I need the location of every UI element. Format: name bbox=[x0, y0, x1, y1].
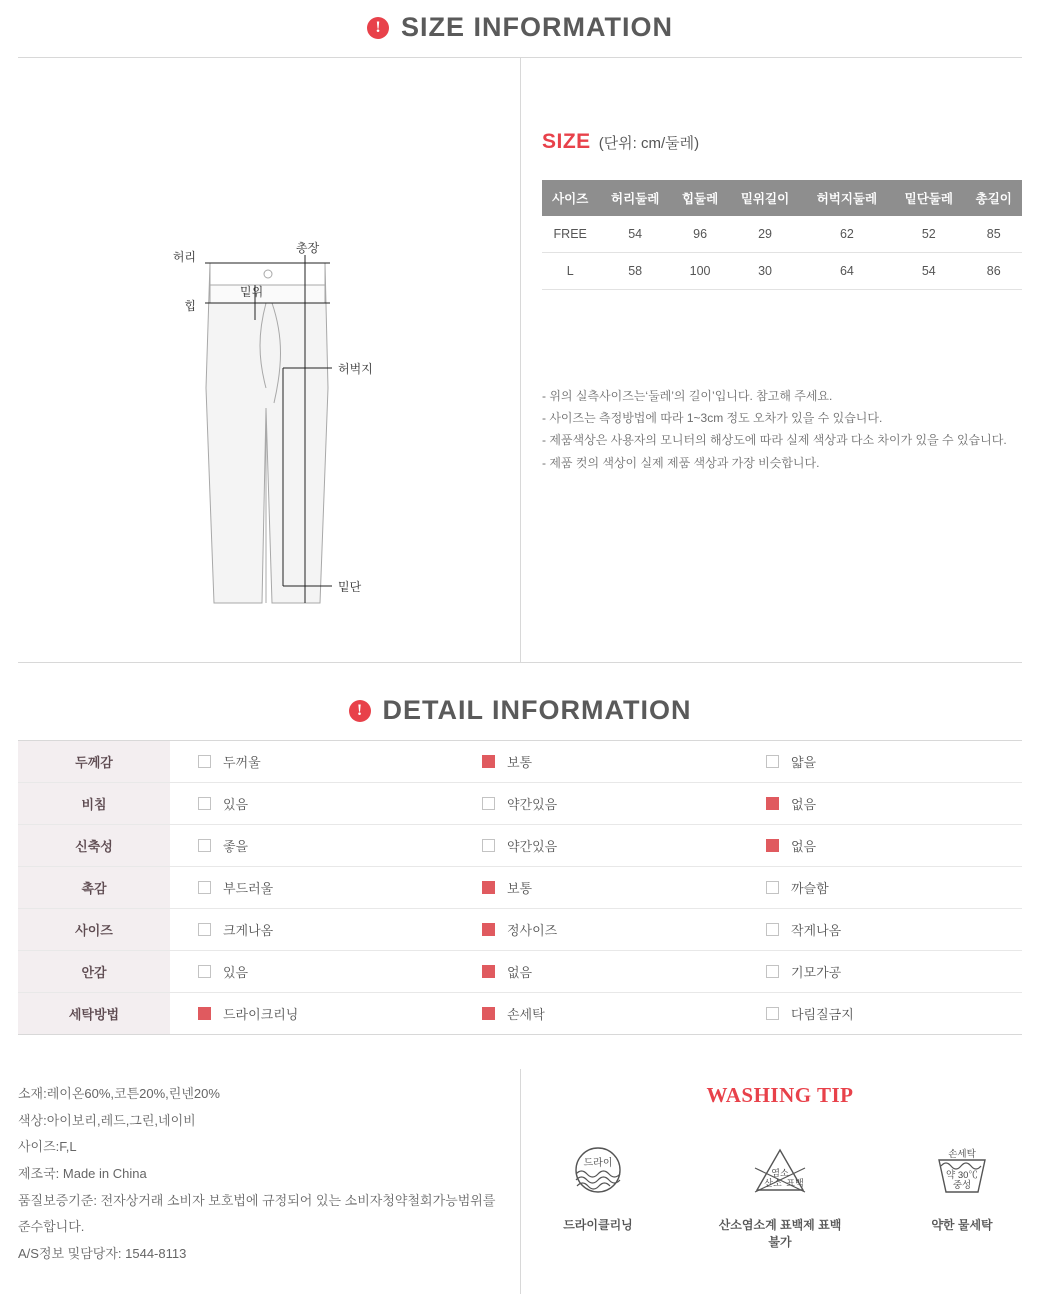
detail-option-cell bbox=[170, 825, 454, 867]
checkbox-unchecked[interactable] bbox=[482, 797, 495, 810]
detail-option-label: 좋을 bbox=[223, 839, 249, 854]
size-cell: 85 bbox=[965, 216, 1022, 253]
detail-option-label: 없음 bbox=[507, 965, 533, 980]
detail-option-label: 없음 bbox=[791, 839, 817, 854]
list-item bbox=[897, 1142, 1027, 1251]
checkbox-unchecked[interactable] bbox=[198, 797, 211, 810]
size-notes bbox=[542, 385, 1022, 474]
detail-information-header bbox=[0, 683, 1040, 740]
checkbox-unchecked[interactable] bbox=[198, 881, 211, 894]
product-info-line: 제조국: Made in China bbox=[18, 1165, 147, 1181]
checkbox-unchecked[interactable] bbox=[198, 965, 211, 978]
size-cell: 54 bbox=[598, 216, 671, 253]
washing-icon-list bbox=[520, 1142, 1040, 1251]
checkbox-unchecked[interactable] bbox=[766, 923, 779, 936]
product-info-text bbox=[0, 1061, 520, 1311]
size-section bbox=[0, 58, 1040, 662]
hand-wash-30-icon bbox=[897, 1142, 1027, 1204]
size-diagram-panel bbox=[0, 58, 500, 662]
size-table-header-row bbox=[542, 180, 1022, 216]
checkbox-checked[interactable] bbox=[482, 881, 495, 894]
checkbox-unchecked[interactable] bbox=[482, 839, 495, 852]
svg-text:총장: 총장 bbox=[296, 241, 320, 255]
size-cell: 29 bbox=[728, 216, 801, 253]
detail-option-label: 있음 bbox=[223, 797, 249, 812]
table-row bbox=[18, 993, 1022, 1035]
size-cell: 62 bbox=[802, 216, 892, 253]
size-title-row bbox=[542, 130, 1022, 154]
washing-icon-label: 약한 물세탁 bbox=[931, 1218, 993, 1232]
svg-text:약 30℃: 약 30℃ bbox=[946, 1170, 978, 1181]
svg-text:중성: 중성 bbox=[952, 1180, 972, 1191]
detail-option-label: 있음 bbox=[223, 965, 249, 980]
checkbox-checked[interactable] bbox=[482, 1007, 495, 1020]
size-col-header: 힙둘레 bbox=[672, 180, 728, 216]
detail-option-cell bbox=[738, 867, 1022, 909]
size-col-header: 허벅지둘레 bbox=[802, 180, 892, 216]
list-item bbox=[533, 1142, 663, 1251]
product-info-line: A/S정보 및담당자: 1544-8113 bbox=[18, 1245, 187, 1261]
detail-option-cell bbox=[454, 909, 738, 951]
size-cell: FREE bbox=[542, 216, 598, 253]
detail-option-label: 얇을 bbox=[791, 755, 817, 770]
size-col-header: 밑단둘레 bbox=[892, 180, 965, 216]
product-info-line: 색상:아이보리,레드,그린,네이비 bbox=[18, 1112, 196, 1128]
bottom-info-section bbox=[0, 1061, 1040, 1311]
detail-row-label: 비침 bbox=[18, 783, 170, 825]
size-note: - 제품 컷의 색상이 실제 제품 색상과 가장 비슷합니다. bbox=[542, 455, 820, 470]
detail-option-label: 없음 bbox=[791, 797, 817, 812]
checkbox-unchecked[interactable] bbox=[198, 923, 211, 936]
detail-option-label: 보통 bbox=[507, 881, 533, 896]
detail-option-cell bbox=[454, 741, 738, 783]
size-cell: 52 bbox=[892, 216, 965, 253]
detail-option-label: 손세탁 bbox=[507, 1007, 545, 1022]
checkbox-checked[interactable] bbox=[482, 965, 495, 978]
table-row bbox=[18, 867, 1022, 909]
size-table-panel bbox=[500, 58, 1040, 662]
detail-row-label: 두께감 bbox=[18, 741, 170, 783]
exclamation-icon: ! bbox=[367, 17, 389, 39]
checkbox-unchecked[interactable] bbox=[766, 1007, 779, 1020]
svg-text:산소: 산소 bbox=[764, 1178, 782, 1188]
size-section-vertical-divider bbox=[520, 58, 521, 662]
size-cell: L bbox=[542, 253, 598, 290]
detail-option-cell bbox=[454, 783, 738, 825]
size-cell: 96 bbox=[672, 216, 728, 253]
detail-option-label: 보통 bbox=[507, 755, 533, 770]
svg-text:허벅지: 허벅지 bbox=[338, 362, 373, 376]
list-item bbox=[715, 1142, 845, 1251]
detail-row-label: 사이즈 bbox=[18, 909, 170, 951]
no-bleach-icon bbox=[715, 1142, 845, 1204]
product-info-line: 사이즈:F,L bbox=[18, 1139, 77, 1155]
table-row bbox=[18, 825, 1022, 867]
detail-option-cell bbox=[170, 951, 454, 993]
svg-text:표백: 표백 bbox=[786, 1178, 804, 1188]
washing-icon-label: 드라이클리닝 bbox=[563, 1218, 633, 1232]
detail-option-label: 작게나옴 bbox=[791, 923, 842, 938]
size-note: - 제품색상은 사용자의 모니터의 해상도에 따라 실제 색상과 다소 차이가 있을 수 있습니다. bbox=[542, 433, 1007, 448]
detail-row-label: 안감 bbox=[18, 951, 170, 993]
table-row bbox=[18, 783, 1022, 825]
exclamation-icon: ! bbox=[349, 700, 371, 722]
checkbox-unchecked[interactable] bbox=[766, 881, 779, 894]
detail-option-cell bbox=[170, 741, 454, 783]
checkbox-checked[interactable] bbox=[482, 755, 495, 768]
svg-text:손세탁: 손세탁 bbox=[948, 1149, 976, 1160]
size-information-title: SIZE INFORMATION bbox=[401, 12, 673, 42]
checkbox-checked[interactable] bbox=[766, 839, 779, 852]
svg-text:염소: 염소 bbox=[771, 1168, 789, 1178]
svg-text:힙: 힙 bbox=[184, 299, 196, 313]
size-col-header: 허리둘레 bbox=[598, 180, 671, 216]
detail-option-label: 기모가공 bbox=[791, 965, 842, 980]
detail-option-cell bbox=[454, 825, 738, 867]
bottom-vertical-divider bbox=[520, 1069, 521, 1294]
table-row bbox=[542, 216, 1022, 253]
product-info-line: 품질보증기준: 전자상거래 소비자 보호법에 규정되어 있는 소비자청약철회가능범위를 준수합니다. bbox=[18, 1192, 496, 1235]
table-row bbox=[18, 951, 1022, 993]
checkbox-checked[interactable] bbox=[766, 797, 779, 810]
detail-information-title: DETAIL INFORMATION bbox=[382, 695, 692, 725]
size-col-header: 총길이 bbox=[965, 180, 1022, 216]
washing-icon-label-text: 산소염소계 표백제 표백 불가 bbox=[718, 1218, 842, 1249]
washing-tip-title: WASHING TIP bbox=[706, 1083, 854, 1107]
detail-option-label: 크게나옴 bbox=[223, 923, 274, 938]
detail-option-cell bbox=[738, 783, 1022, 825]
washing-icon-label bbox=[715, 1217, 845, 1251]
detail-option-cell bbox=[170, 993, 454, 1035]
table-row bbox=[18, 741, 1022, 783]
svg-text:밑단: 밑단 bbox=[338, 580, 362, 594]
checkbox-unchecked[interactable] bbox=[198, 755, 211, 768]
detail-option-label: 정사이즈 bbox=[507, 923, 558, 938]
size-cell: 86 bbox=[965, 253, 1022, 290]
svg-text:허리: 허리 bbox=[172, 250, 196, 264]
size-col-header: 사이즈 bbox=[542, 180, 598, 216]
detail-option-cell bbox=[454, 867, 738, 909]
detail-option-label: 드라이크리닝 bbox=[223, 1007, 299, 1022]
size-cell: 58 bbox=[598, 253, 671, 290]
detail-option-cell bbox=[170, 867, 454, 909]
size-col-header: 밑위길이 bbox=[728, 180, 801, 216]
checkbox-checked[interactable] bbox=[482, 923, 495, 936]
dry-clean-icon bbox=[533, 1142, 663, 1204]
detail-option-label: 까슬함 bbox=[791, 881, 829, 896]
detail-option-cell bbox=[738, 741, 1022, 783]
detail-option-label: 두꺼울 bbox=[223, 755, 261, 770]
size-note: - 위의 실측사이즈는‘둘레’의 길이’입니다. 참고해 주세요. bbox=[542, 389, 833, 403]
checkbox-checked[interactable] bbox=[198, 1007, 211, 1020]
detail-option-cell bbox=[738, 951, 1022, 993]
detail-option-cell bbox=[738, 909, 1022, 951]
checkbox-unchecked[interactable] bbox=[766, 755, 779, 768]
detail-option-cell bbox=[738, 825, 1022, 867]
detail-attributes-table bbox=[18, 740, 1022, 1035]
detail-option-cell bbox=[454, 951, 738, 993]
product-info-line: 소재:레이온60%,코튼20%,린넨20% bbox=[18, 1086, 220, 1101]
detail-option-cell bbox=[170, 909, 454, 951]
size-cell: 30 bbox=[728, 253, 801, 290]
size-measurement-table bbox=[542, 180, 1022, 290]
pants-measurement-diagram bbox=[0, 58, 520, 662]
detail-option-label: 다림질금지 bbox=[791, 1007, 854, 1022]
size-label: SIZE bbox=[542, 130, 591, 153]
checkbox-unchecked[interactable] bbox=[198, 839, 211, 852]
detail-option-label: 부드러울 bbox=[223, 881, 274, 896]
table-row bbox=[18, 909, 1022, 951]
detail-option-label: 약간있음 bbox=[507, 839, 558, 854]
detail-section bbox=[0, 663, 1040, 1035]
size-cell: 64 bbox=[802, 253, 892, 290]
detail-option-cell bbox=[738, 993, 1022, 1035]
checkbox-unchecked[interactable] bbox=[766, 965, 779, 978]
size-note: - 사이즈는 측정방법에 따라 1~3cm 정도 오차가 있을 수 있습니다. bbox=[542, 411, 883, 426]
detail-option-label: 약간있음 bbox=[507, 797, 558, 812]
detail-row-label: 촉감 bbox=[18, 867, 170, 909]
size-cell: 54 bbox=[892, 253, 965, 290]
svg-text:드라이: 드라이 bbox=[583, 1158, 613, 1169]
size-information-header bbox=[0, 0, 1040, 57]
washing-tip-panel bbox=[520, 1061, 1040, 1311]
detail-row-label: 세탁방법 bbox=[18, 993, 170, 1035]
detail-option-cell bbox=[170, 783, 454, 825]
detail-row-label: 신축성 bbox=[18, 825, 170, 867]
size-unit-label: (단위: cm/둘레) bbox=[598, 135, 700, 152]
svg-text:밑위: 밑위 bbox=[240, 285, 264, 299]
table-row bbox=[542, 253, 1022, 290]
detail-option-cell bbox=[454, 993, 738, 1035]
size-cell: 100 bbox=[672, 253, 728, 290]
